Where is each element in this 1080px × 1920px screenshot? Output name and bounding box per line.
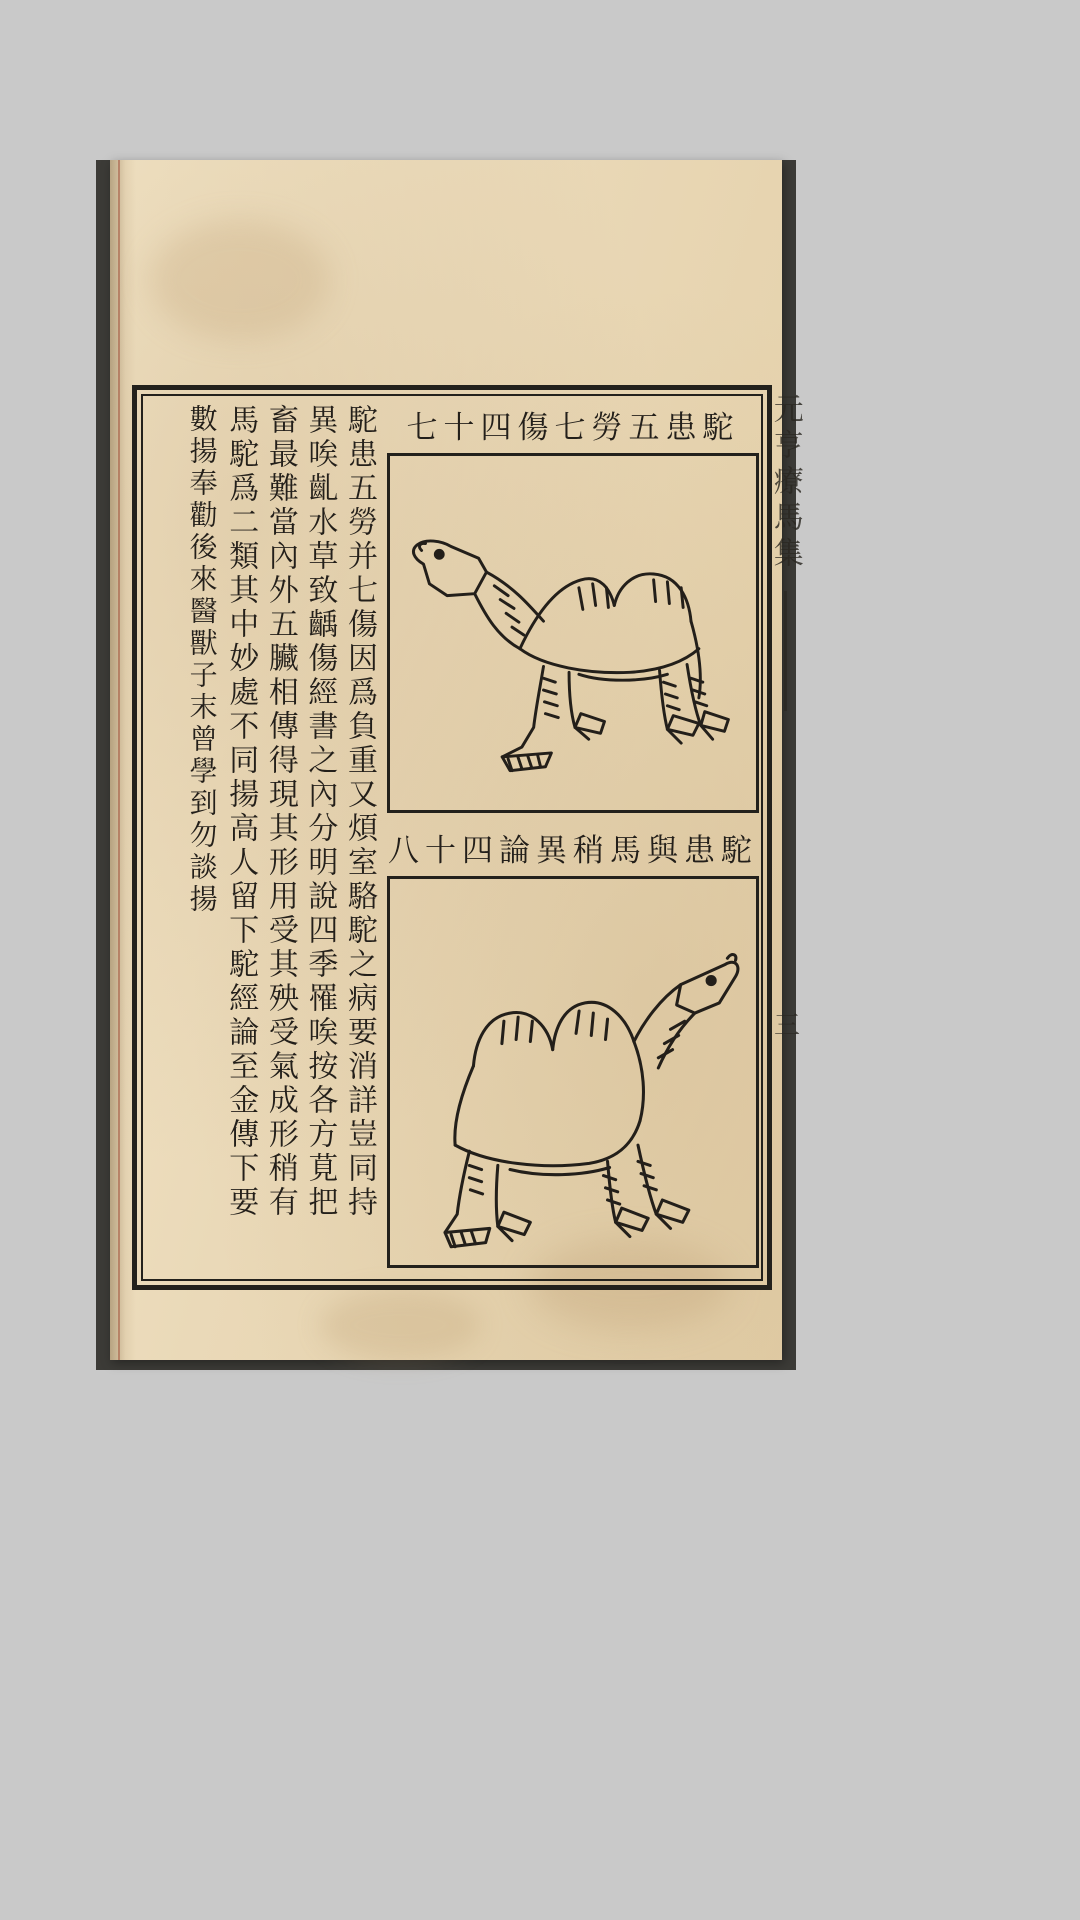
text-column-4: 馬駝爲二類其中妙處不同揚高人留下駝經論至金傳下要	[223, 404, 259, 1220]
caption-panel-two: 駝患與馬稍異論四十八	[388, 833, 758, 869]
banxin-page-mark: 三	[769, 1011, 800, 1037]
text-column-5: 數揚奉勸後來醫獸子末曾學到勿談揚	[185, 404, 219, 916]
illustration-panel-two	[387, 876, 759, 1268]
caption-panel-one: 駝患五勞七傷四十七	[406, 410, 740, 446]
paper-stain	[320, 1290, 480, 1360]
paper-stain	[150, 220, 330, 340]
spine-thread-line	[118, 160, 120, 1360]
illustration-panel-one	[387, 453, 759, 813]
camel-drawing-right-facing	[390, 879, 756, 1265]
text-column-1: 駝患五勞并七傷因爲負重又煩室駱駝之病要消詳豈同持	[342, 404, 377, 1220]
background-band-top	[0, 0, 1080, 160]
banxin-title: 元亨療馬集	[767, 393, 803, 573]
printed-text-block	[132, 385, 772, 1290]
illustration-column	[387, 398, 759, 1286]
text-column-2: 異唉齓水草致齲傷經書之內分明說四季罹唉按各方莧把	[302, 404, 338, 1220]
background-band-bottom	[0, 1770, 1080, 1920]
text-column-3: 畜最難當內外五臟相傳得現其形用受其殃受氣成形稍有	[262, 404, 298, 1220]
banxin-rule	[784, 591, 787, 711]
book-page	[110, 160, 803, 1360]
camel-drawing-left-facing	[390, 456, 756, 810]
